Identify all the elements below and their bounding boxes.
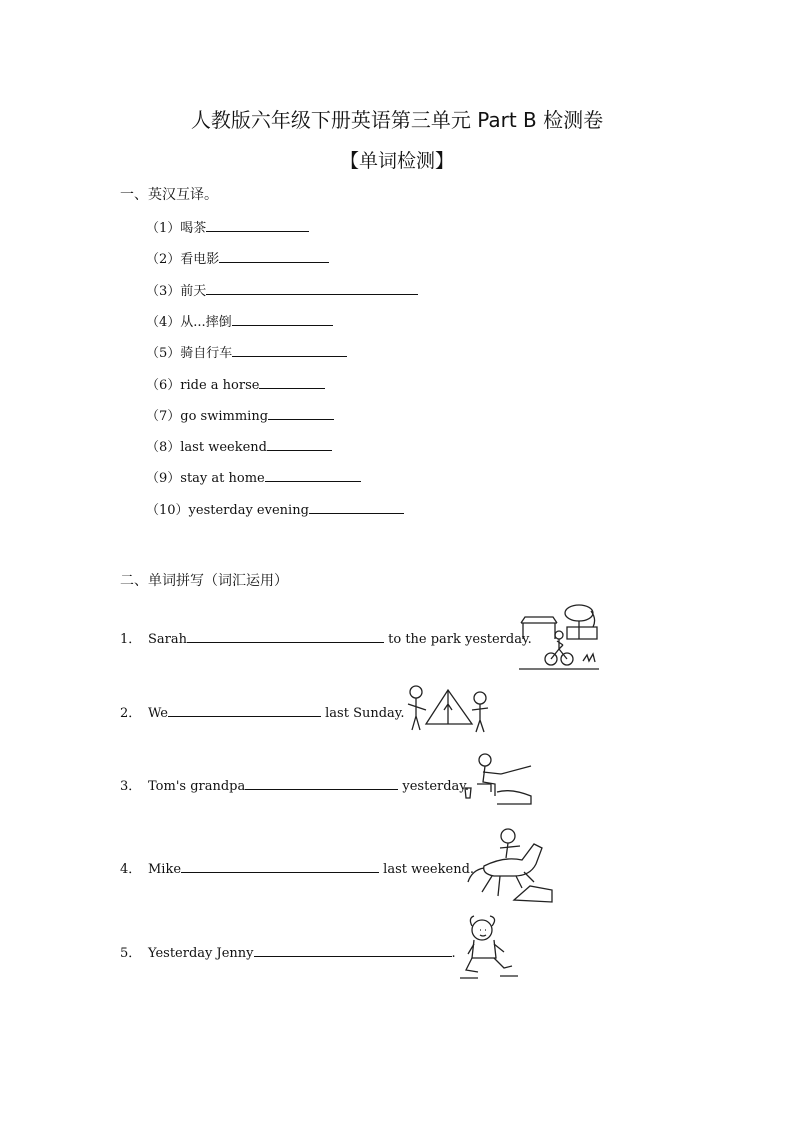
translate-item-4: [146, 311, 333, 330]
translate-item-10: [146, 499, 404, 518]
answer-blank[interactable]: [232, 344, 347, 357]
girl-fallen-picture: [458, 912, 522, 984]
sentence-before: Mike: [148, 862, 182, 877]
sentence-after: to the park yesterday.: [384, 632, 532, 647]
answer-blank[interactable]: [181, 860, 379, 873]
translate-item-label: （7）go swimming: [146, 409, 269, 424]
translate-item-1: [146, 217, 309, 236]
translate-item-label: （4）从...摔倒: [146, 315, 232, 330]
translate-item-3: [146, 280, 418, 299]
translate-item-7: [146, 405, 334, 424]
answer-blank[interactable]: [206, 282, 418, 295]
translate-item-label: （10）yesterday evening: [146, 503, 309, 518]
translate-item-label: （8）last weekend: [146, 440, 267, 455]
translate-item-9: [146, 467, 361, 486]
man-fishing-picture: [461, 752, 533, 806]
sentence-after: yesterday.: [398, 779, 470, 794]
sentence-before: Yesterday Jenny: [148, 946, 254, 961]
kids-tent-picture: [404, 680, 496, 736]
item-number: 3．: [120, 779, 142, 794]
answer-blank[interactable]: [232, 313, 333, 326]
answer-blank[interactable]: [268, 407, 334, 420]
sentence-item-5: [120, 942, 456, 961]
answer-blank[interactable]: [265, 469, 361, 482]
translate-item-label: （9）stay at home: [146, 471, 265, 486]
sentence-item-4: [120, 858, 474, 877]
sentence-before: Tom's grandpa: [148, 779, 246, 794]
translate-item-8: [146, 436, 332, 455]
item-number: 1．: [120, 632, 142, 647]
answer-blank[interactable]: [168, 704, 321, 717]
sentence-item-2: [120, 702, 405, 721]
page-title: 人教版六年级下册英语第三单元 Part B 检测卷: [190, 108, 604, 132]
item-number: 5．: [120, 946, 142, 961]
sentence-after: .: [451, 946, 456, 961]
item-number: 2．: [120, 706, 142, 721]
sentence-before: Sarah: [148, 632, 187, 647]
section1-heading: 一、英汉互译。: [120, 187, 218, 203]
answer-blank[interactable]: [309, 501, 404, 514]
translate-item-5: [146, 342, 347, 361]
translate-item-label: （1）喝茶: [146, 221, 207, 236]
sentence-after: last weekend.: [379, 862, 475, 877]
translate-item-2: [146, 248, 329, 267]
translate-item-label: （5）骑自行车: [146, 346, 233, 361]
item-number: 4．: [120, 862, 142, 877]
sentence-before: We: [148, 706, 168, 721]
answer-blank[interactable]: [267, 438, 332, 451]
boy-riding-horse-picture: [464, 826, 554, 904]
answer-blank[interactable]: [219, 250, 329, 263]
section2-heading: 二、单词拼写（词汇运用）: [120, 573, 288, 589]
translate-item-6: [146, 374, 325, 393]
answer-blank[interactable]: [245, 777, 398, 790]
page-subtitle: 【单词检测】: [339, 150, 454, 172]
answer-blank[interactable]: [187, 630, 384, 643]
sentence-after: last Sunday.: [321, 706, 405, 721]
translate-item-label: （6）ride a horse: [146, 378, 260, 393]
answer-blank[interactable]: [259, 376, 325, 389]
answer-blank[interactable]: [206, 219, 309, 232]
girl-riding-bike-picture: [517, 599, 601, 673]
translate-item-label: （3）前天: [146, 284, 207, 299]
answer-blank[interactable]: [254, 944, 452, 957]
sentence-item-3: [120, 775, 469, 794]
sentence-item-1: [120, 628, 532, 647]
translate-item-label: （2）看电影: [146, 252, 220, 267]
